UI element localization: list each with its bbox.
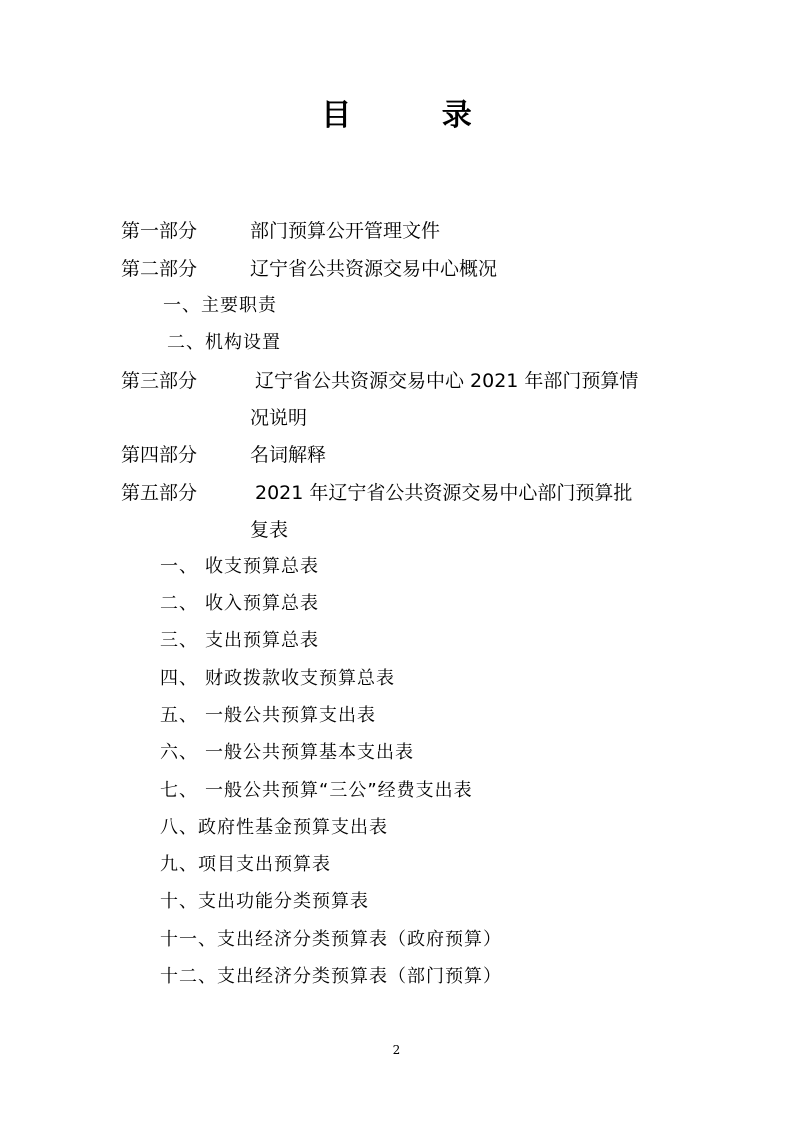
item-number: 十一、: [160, 929, 217, 950]
item-number: 四、: [160, 668, 198, 689]
part-2-item-1: [163, 293, 277, 319]
item-number: 一、: [163, 295, 201, 316]
page-number: 2: [392, 1043, 401, 1057]
part-5-item-4: [160, 666, 395, 692]
item-number: 五、: [160, 705, 198, 726]
part-5-item-8: [160, 815, 388, 841]
part-5-item-9: [160, 852, 331, 878]
item-number: 七、: [160, 780, 198, 801]
item-text: 一般公共预算支出表: [205, 705, 376, 726]
part-2-title: 辽宁省公共资源交易中心概况: [250, 258, 498, 280]
item-text: 主要职责: [201, 295, 277, 316]
item-number: 一、: [160, 556, 198, 577]
item-text: 机构设置: [205, 332, 281, 353]
part-1-title: 部门预算公开管理文件: [250, 220, 441, 242]
part-5-label: 第五部分: [121, 482, 198, 504]
part-5-item-7: [160, 778, 473, 804]
item-number: 十二、: [160, 966, 217, 987]
item-text: 政府性基金预算支出表: [198, 817, 388, 838]
page-title: 目 录: [321, 98, 512, 133]
item-number: 三、: [160, 630, 198, 651]
item-number: 十、: [160, 891, 198, 912]
part-5-item-10: [160, 889, 369, 915]
item-text: 一般公共预算基本支出表: [205, 742, 414, 763]
item-text: 项目支出预算表: [198, 854, 331, 875]
part-4-label: 第四部分: [121, 444, 198, 466]
part-2-label: 第二部分: [121, 258, 198, 280]
part-5-title: 2021 年辽宁省公共资源交易中心部门预算批: [255, 482, 633, 504]
part-5-title-continuation: 复表: [250, 519, 289, 541]
part-3-label: 第三部分: [121, 370, 198, 392]
item-text: 支出经济分类预算表（政府预算）: [217, 929, 502, 950]
item-number: 九、: [160, 854, 198, 875]
item-text: 支出经济分类预算表（部门预算）: [217, 966, 502, 987]
part-5-item-5: [160, 703, 376, 729]
item-text: 支出预算总表: [205, 630, 319, 651]
item-number: 八、: [160, 817, 198, 838]
part-5-item-2: [160, 591, 319, 617]
part-5-item-1: [160, 554, 319, 580]
part-5-item-6: [160, 740, 414, 766]
part-5-item-11: [160, 927, 502, 953]
item-number: 二、: [160, 593, 198, 614]
part-3-title: 辽宁省公共资源交易中心 2021 年部门预算情: [255, 370, 639, 392]
item-text: 支出功能分类预算表: [198, 891, 369, 912]
item-number: 六、: [160, 742, 198, 763]
part-4-title: 名词解释: [250, 444, 327, 466]
item-number: 二、: [167, 332, 205, 353]
item-text: 一般公共预算“三公”经费支出表: [205, 780, 473, 801]
part-2-item-2: [167, 330, 281, 356]
item-text: 收入预算总表: [205, 593, 319, 614]
part-5-item-3: [160, 628, 319, 654]
part-3-title-continuation: 况说明: [250, 407, 308, 429]
item-text: 财政拨款收支预算总表: [205, 668, 395, 689]
item-text: 收支预算总表: [205, 556, 319, 577]
part-5-item-12: [160, 964, 502, 990]
part-1-label: 第一部分: [121, 220, 198, 242]
